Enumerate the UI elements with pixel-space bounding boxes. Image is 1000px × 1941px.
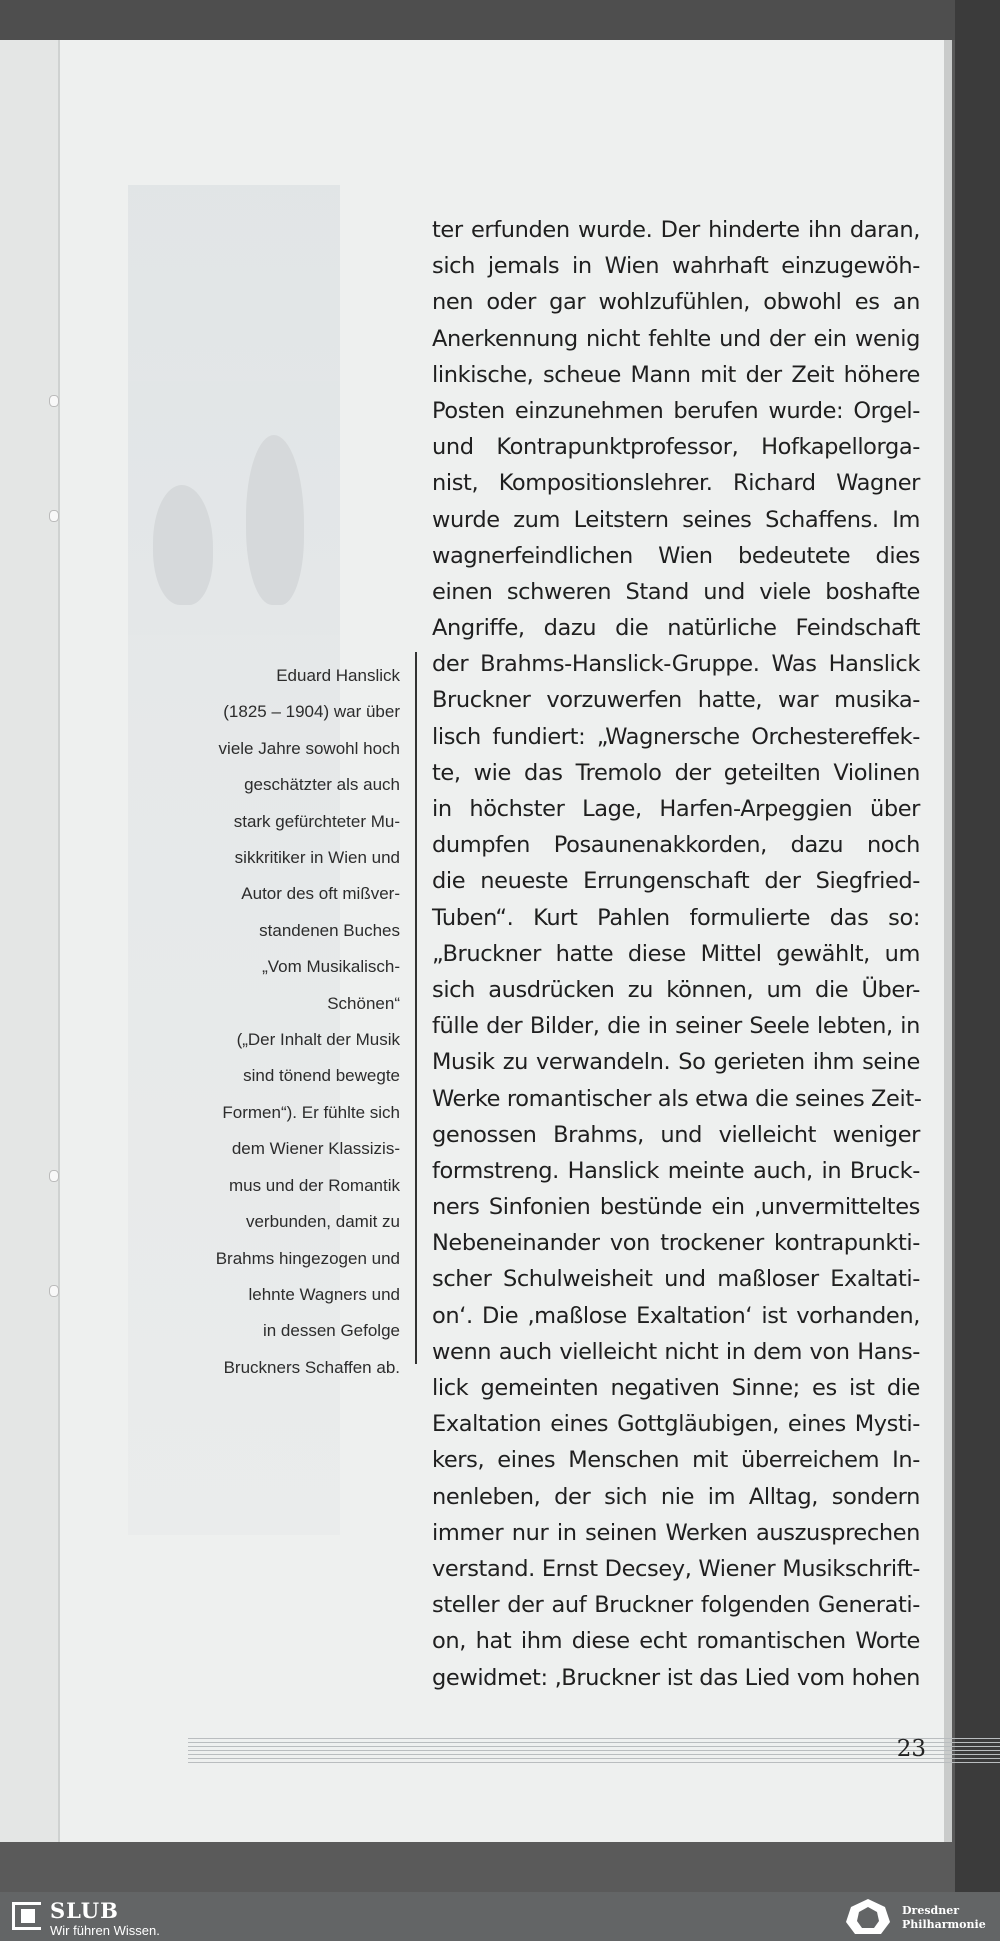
- silhouette-figure-icon: [153, 485, 213, 605]
- scan-background-top: [0, 0, 1000, 40]
- caption-line: mus und der Romantik: [228, 1175, 400, 1195]
- caption-line: standenen Buches: [259, 920, 400, 940]
- image-caption: [180, 658, 400, 1386]
- caption-line: sikkritiker in Wien und: [234, 848, 400, 868]
- caption-line: stark gefürchteter Mu-: [233, 811, 400, 831]
- caption-line: dem Wiener Klassizis-: [231, 1139, 400, 1159]
- body-line: einen schweren Stand und viele boshafte: [432, 578, 920, 605]
- body-line: und Kontrapunktprofessor, Hofkapellorga-: [432, 434, 920, 461]
- body-line: Anerkennung nicht fehlte und der ein wenig: [432, 325, 920, 352]
- caption-line: („Der Inhalt der Musik: [236, 1030, 400, 1050]
- body-line: steller der auf Bruckner folgenden Generati-: [432, 1592, 920, 1619]
- caption-line: lehnte Wagners und: [248, 1284, 400, 1304]
- caption-line: (1825 – 1904) war über: [223, 702, 400, 722]
- body-text: [432, 212, 920, 1696]
- binding-hole-icon: [49, 1285, 59, 1297]
- body-line: Nebeneinander von trockener kontrapunkti-: [432, 1230, 920, 1257]
- body-line: genossen Brahms, und vielleicht weniger: [432, 1121, 920, 1148]
- footer-rule-lines: [188, 1738, 1000, 1766]
- caption-line: Autor des oft mißver-: [241, 884, 400, 904]
- partner-name-line-1: Dresdner: [902, 1904, 960, 1917]
- body-line: sich ausdrücken zu können, um die Über-: [432, 976, 920, 1003]
- caption-line: geschätzter als auch: [244, 775, 400, 795]
- caption-line: Eduard Hanslick: [276, 666, 400, 685]
- body-line: Bruckner vorzuwerfen hatte, war musika-: [432, 687, 920, 714]
- body-line: in höchster Lage, Harfen-Arpeggien über: [432, 796, 920, 822]
- caption-line: Formen“). Er fühlte sich: [222, 1102, 400, 1122]
- body-line: Angriffe, dazu die natürliche Feindschaft: [432, 615, 920, 642]
- body-line: gewidmet: ‚Bruckner ist das Lied vom hohen: [432, 1664, 920, 1691]
- caption-line: sind tönend bewegte: [243, 1066, 400, 1086]
- body-line: Posten einzunehmen berufen wurde: Orgel-: [432, 397, 920, 424]
- body-line: ter erfunden wurde. Der hinderte ihn daran,: [432, 217, 920, 243]
- body-line: on‘. Die ‚maßlose Exaltation‘ ist vorhanden,: [432, 1302, 920, 1329]
- library-name[interactable]: SLUB: [50, 1898, 119, 1923]
- body-line: on, hat ihm diese echt romantischen Worte: [432, 1628, 920, 1655]
- body-line: Exaltation eines Gottgläubigen, eines Mysti-: [432, 1411, 920, 1438]
- caption-line: in dessen Gefolge: [262, 1321, 400, 1341]
- dresdner-philharmonie-logo-icon[interactable]: [843, 1897, 893, 1937]
- body-line: ners Sinfonien bestünde ein ‚unvermitteltes: [432, 1194, 920, 1221]
- caption-line: Brahms hingezogen und: [215, 1248, 400, 1268]
- caption-line: Bruckners Schaffen ab.: [223, 1357, 400, 1377]
- previous-page-edge: [0, 40, 60, 1842]
- body-line: fülle der Bilder, die in seiner Seele lebten, in: [432, 1013, 920, 1040]
- body-line: nen oder gar wohlzufühlen, obwohl es an: [432, 289, 920, 316]
- slub-logo-icon[interactable]: [12, 1902, 41, 1930]
- caption-line: „Vom Musikalisch-: [262, 957, 400, 977]
- library-tagline: Wir führen Wissen.: [50, 1923, 160, 1938]
- body-line: die neueste Errungenschaft der Siegfried-: [432, 868, 920, 895]
- body-line: Werke romantischer als etwa die seines Zeit-: [432, 1085, 922, 1112]
- body-line: scher Schulweisheit und maßloser Exaltati-: [432, 1266, 920, 1293]
- body-line: formstreng. Hanslick meinte auch, in Bruck-: [432, 1157, 920, 1184]
- scan-background-right: [955, 0, 1000, 1895]
- caption-divider-line: [415, 652, 417, 1364]
- body-line: lisch fundiert: „Wagnersche Orchestereffek-: [432, 723, 920, 750]
- partner-name[interactable]: [902, 1904, 986, 1932]
- body-line: Tuben“. Kurt Pahlen formulierte das so:: [432, 904, 920, 931]
- page-number: 23: [896, 1736, 926, 1762]
- body-line: wagnerfeindlichen Wien bedeutete dies: [432, 542, 920, 569]
- body-line: immer nur in seinen Werken auszusprechen: [432, 1519, 920, 1546]
- caption-line: viele Jahre sowohl hoch: [218, 738, 400, 758]
- body-line: „Bruckner hatte diese Mittel gewählt, um: [432, 940, 920, 967]
- partner-name-line-2: Philharmonie: [902, 1918, 986, 1931]
- caption-line: verbunden, damit zu: [245, 1212, 400, 1232]
- body-line: sich jemals in Wien wahrhaft einzugewöh-: [432, 253, 920, 280]
- silhouette-figure-icon: [246, 435, 304, 605]
- page-edge-shadow: [944, 40, 952, 1842]
- body-line: te, wie das Tremolo der geteilten Violinen: [432, 759, 920, 786]
- body-line: der Brahms-Hanslick-Gruppe. Was Hanslick: [432, 651, 920, 678]
- body-line: linkische, scheue Mann mit der Zeit höhere: [432, 361, 920, 388]
- body-line: verstand. Ernst Decsey, Wiener Musikschrift-: [432, 1555, 920, 1582]
- binding-hole-icon: [49, 1170, 59, 1182]
- book-page: [60, 40, 952, 1842]
- body-line: kers, eines Menschen mit überreichem In-: [432, 1447, 920, 1474]
- caption-line: Schönen“: [327, 993, 400, 1013]
- binding-hole-icon: [49, 395, 59, 407]
- body-line: wenn auch vielleicht nicht in dem von Hans-: [432, 1338, 920, 1365]
- body-line: dumpfen Posaunenakkorden, dazu noch: [432, 832, 920, 859]
- body-line: Musik zu verwandeln. So gerieten ihm seine: [432, 1049, 920, 1076]
- body-line: nenleben, der sich nie im Alltag, sondern: [432, 1483, 920, 1510]
- binding-hole-icon: [49, 510, 59, 522]
- body-line: wurde zum Leitstern seines Schaffens. Im: [432, 506, 920, 533]
- viewer-footer-bar: [0, 1892, 1000, 1941]
- body-line: nist, Kompositionslehrer. Richard Wagner: [432, 470, 920, 497]
- body-line: lick gemeinten negativen Sinne; es ist die: [432, 1375, 920, 1401]
